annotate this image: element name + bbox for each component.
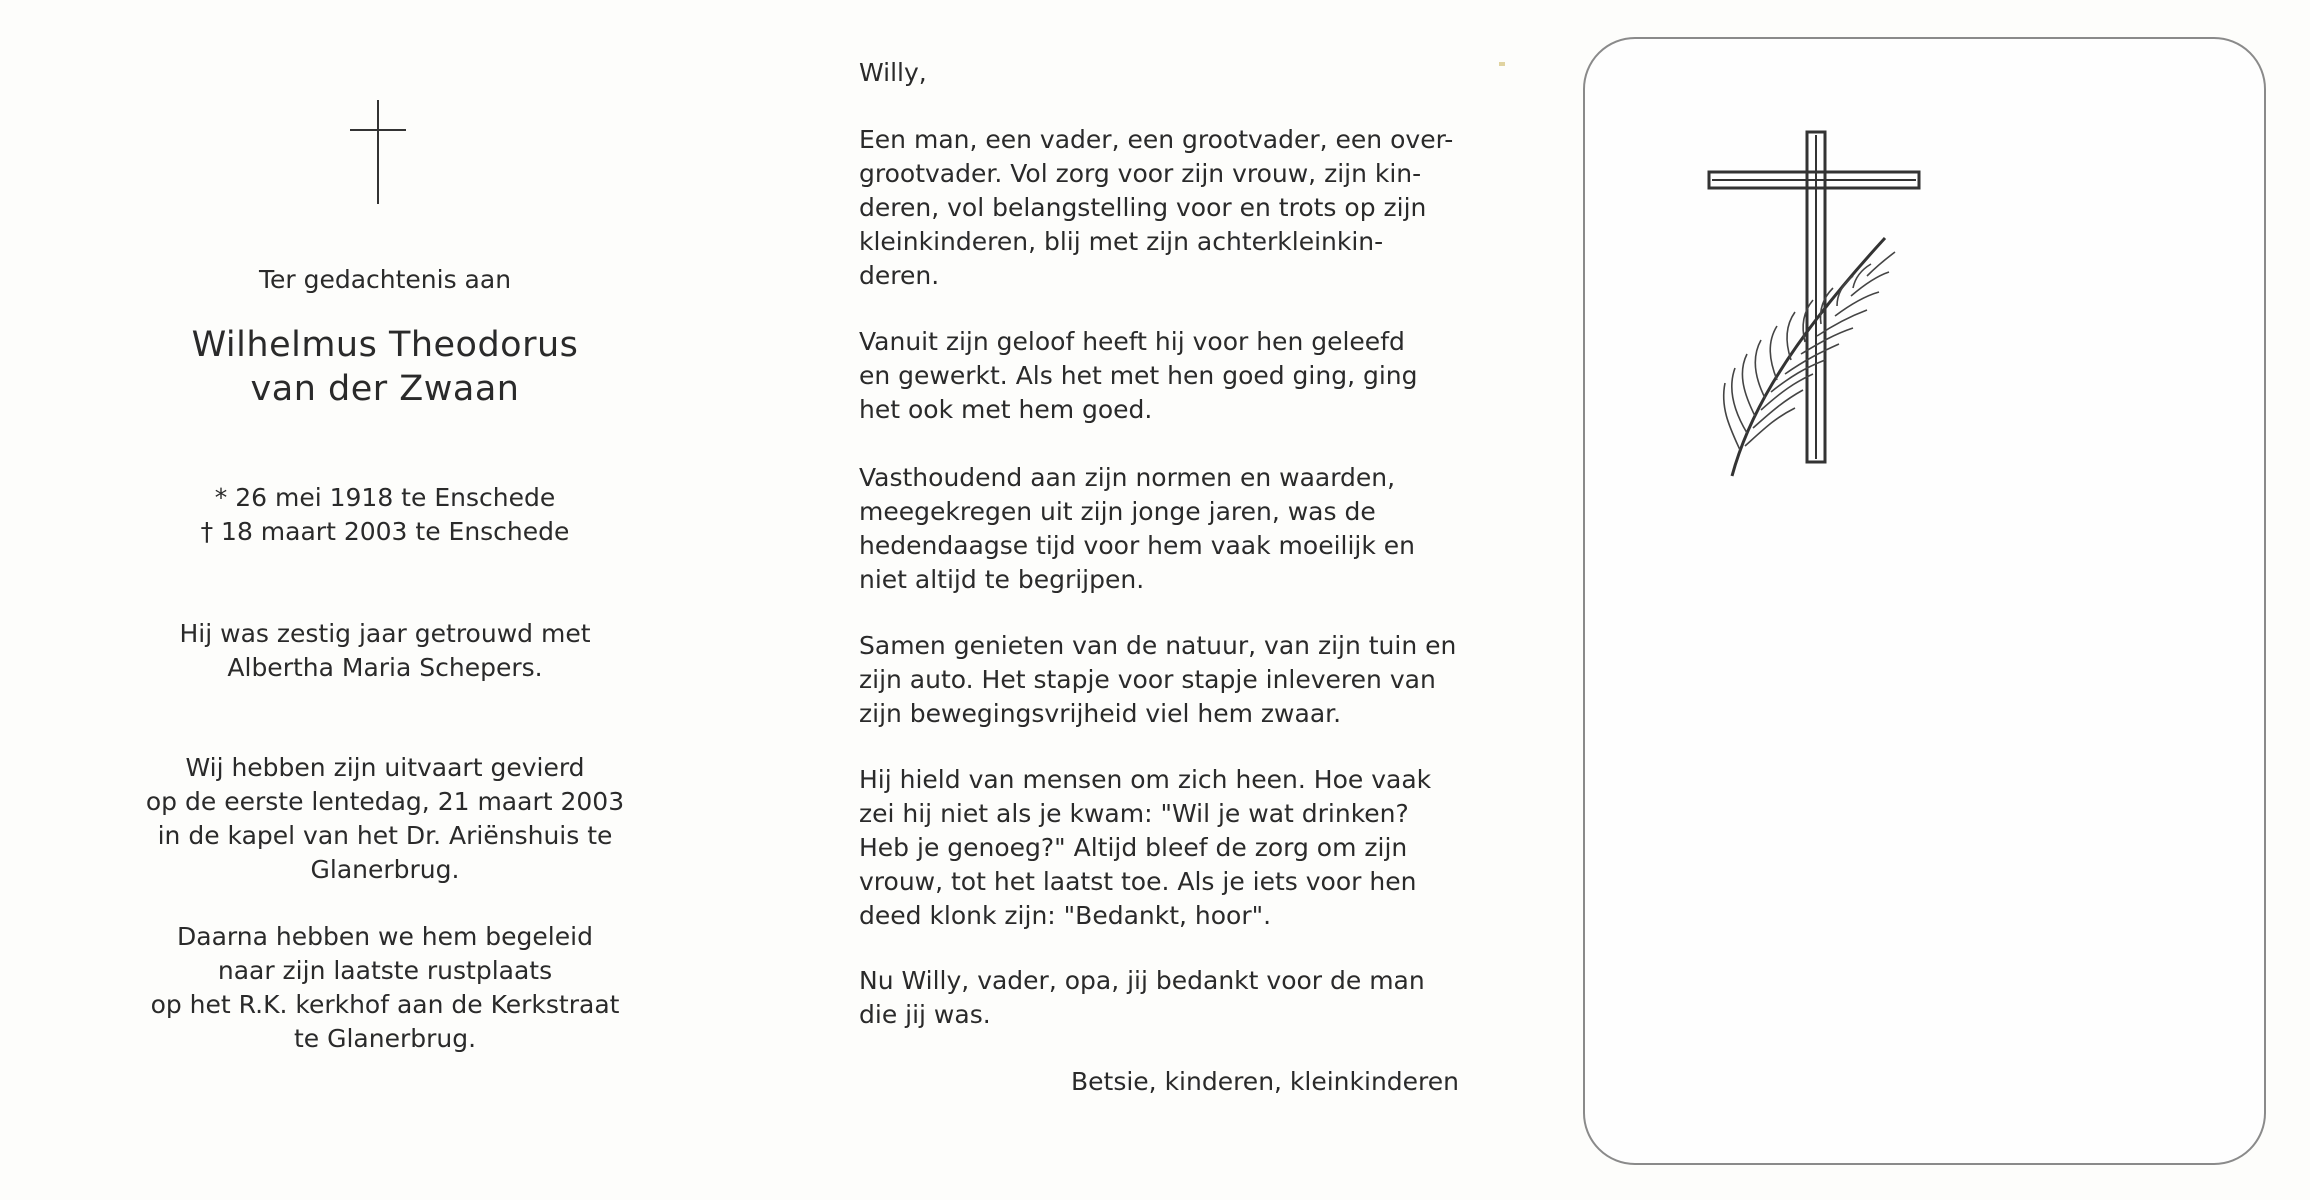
fold-mark [1499,62,1505,66]
letter-line: die jij was. [859,1000,991,1029]
letter-line: Vanuit zijn geloof heeft hij voor hen geleefd [859,327,1405,356]
letter-paragraph-3 [859,461,1459,597]
marriage-text [0,617,770,685]
letter-line: deed klonk zijn: "Bedankt, hoor". [859,901,1272,930]
letter-paragraph-4 [859,629,1459,731]
memorial-left-panel [0,0,770,1200]
text-line: Albertha Maria Schepers. [227,653,543,682]
letter-line: niet altijd te begrijpen. [859,565,1145,594]
letter-line: zijn auto. Het stapje voor stapje inleveren van [859,665,1436,694]
letter-line: Nu Willy, vader, opa, jij bedankt voor de man [859,966,1425,995]
text-line: te Glanerbrug. [293,1024,477,1053]
letter-paragraph-5 [859,763,1459,933]
letter-paragraph-1 [859,123,1459,293]
letter-line: het ook met hem goed. [859,395,1153,424]
letter-line: Vasthoudend aan zijn normen en waarden, [859,463,1396,492]
letter-line: vrouw, tot het laatst toe. Als je iets voor hen [859,867,1417,896]
birth-line: * 26 mei 1918 te Enschede [214,483,556,512]
letter-line: Een man, een vader, een grootvader, een over- [859,125,1454,154]
text-line: naar zijn laatste rustplaats [217,956,553,985]
funeral-text [0,751,770,887]
name-line-1: Wilhelmus Theodorus [191,325,579,365]
letter-line: zei hij niet als je kwam: "Wil je wat drinken? [859,799,1409,828]
burial-text [0,920,770,1056]
letter-salutation: Willy, [859,58,927,87]
death-line: † 18 maart 2003 te Enschede [200,517,570,546]
latin-cross-icon [350,100,406,204]
letter-line: Heb je genoeg?" Altijd bleef de zorg om zijn [859,833,1408,862]
deceased-name [0,323,770,411]
letter-line: hedendaagse tijd voor hem vaak moeilijk en [859,531,1416,560]
text-line: op het R.K. kerkhof aan de Kerkstraat [150,990,620,1019]
letter-line: deren, vol belangstelling voor en trots op zijn [859,193,1427,222]
text-line: op de eerste lentedag, 21 maart 2003 [145,787,625,816]
intro-text: Ter gedachtenis aan [258,265,512,294]
name-line-2: van der Zwaan [250,369,520,409]
life-dates [0,481,770,549]
letter-line: grootvader. Vol zorg voor zijn vrouw, zijn kin- [859,159,1422,188]
letter-paragraph-2 [859,325,1459,427]
letter-line: Samen genieten van de natuur, van zijn tuin en [859,631,1457,660]
cross-with-palm-branch-icon [1705,128,1925,483]
text-line: in de kapel van het Dr. Ariënshuis te [157,821,613,850]
memorial-letter-panel [770,0,1530,1200]
letter-line: Hij hield van mensen om zich heen. Hoe vaak [859,765,1432,794]
letter-line: zijn bewegingsvrijheid viel hem zwaar. [859,699,1342,728]
text-line: Daarna hebben we hem begeleid [177,922,593,951]
letter-paragraph-6 [859,964,1459,1032]
letter-signature: Betsie, kinderen, kleinkinderen [1070,1067,1459,1096]
text-line: Glanerbrug. [310,855,460,884]
letter-line: en gewerkt. Als het met hen goed ging, ging [859,361,1418,390]
text-line: Wij hebben zijn uitvaart gevierd [185,753,585,782]
letter-line: meegekregen uit zijn jonge jaren, was de [859,497,1376,526]
text-line: Hij was zestig jaar getrouwd met [179,619,591,648]
letter-line: kleinkinderen, blij met zijn achterkleinkin- [859,227,1384,256]
letter-line: deren. [859,261,940,290]
